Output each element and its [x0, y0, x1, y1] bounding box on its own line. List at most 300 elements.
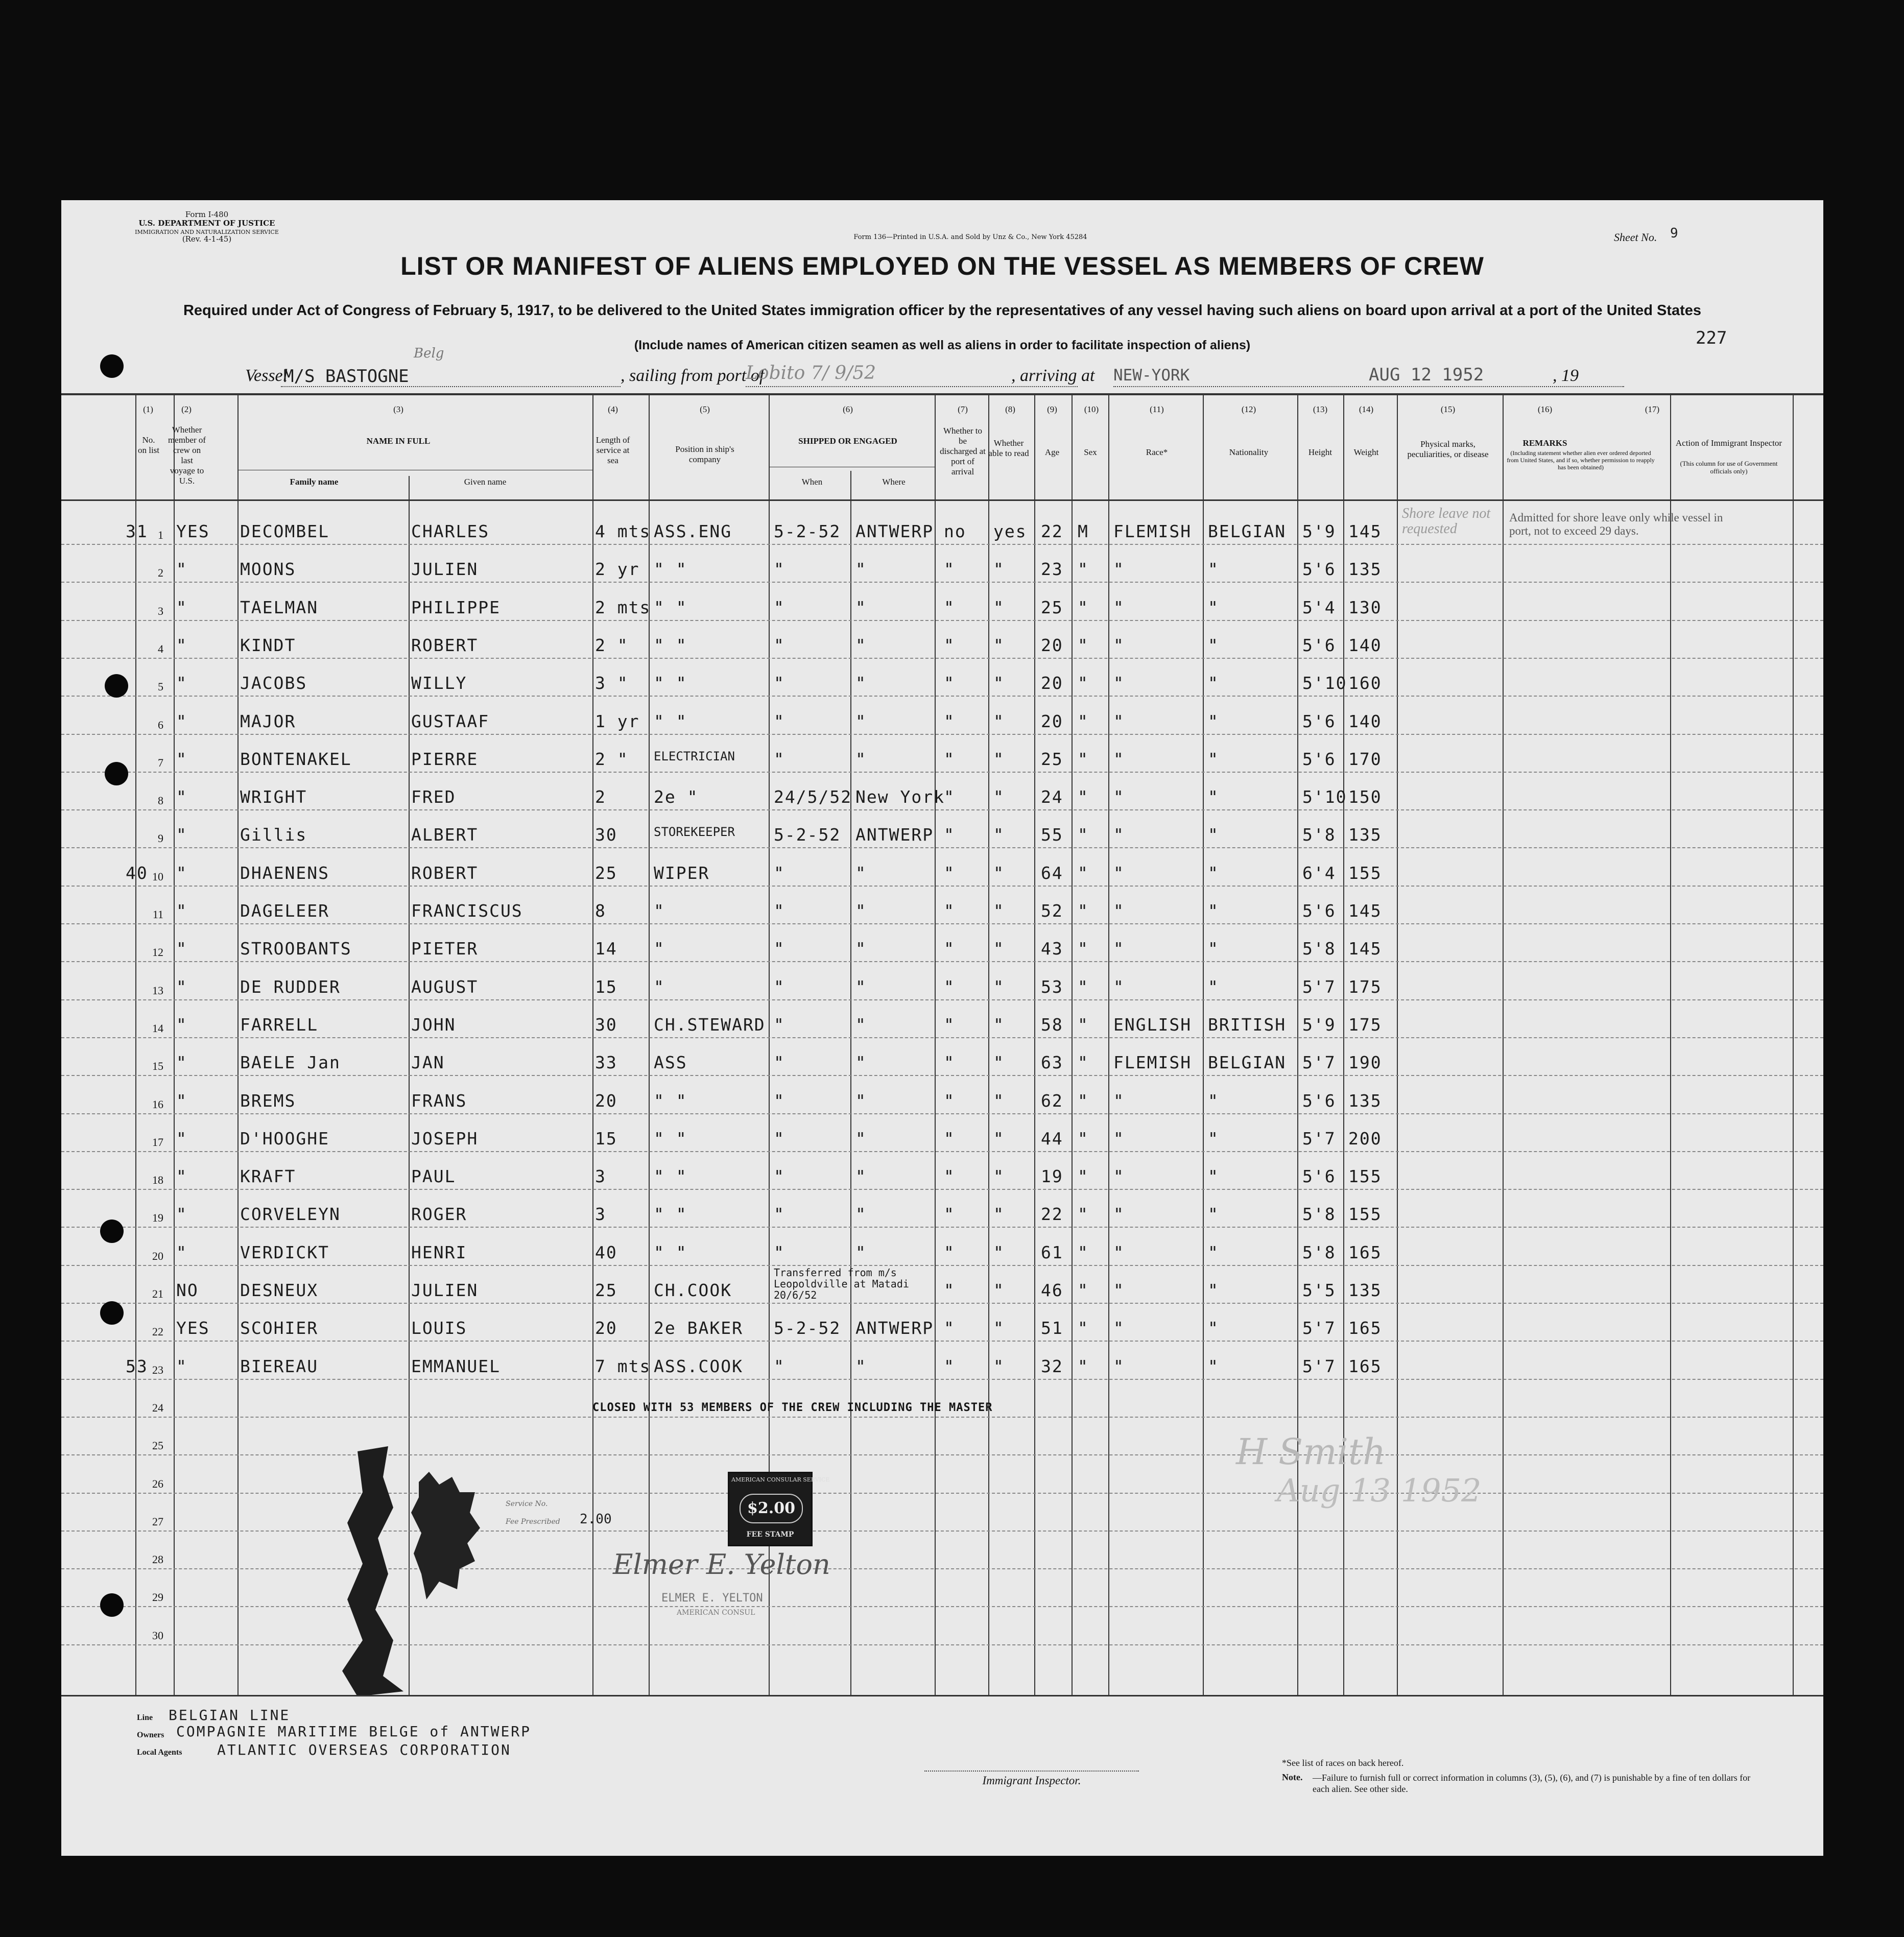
col-header-no: No. on list [137, 435, 160, 455]
given-name: CHARLES [411, 521, 490, 541]
manifest-sheet [61, 200, 1823, 1856]
shipped-where: New York [855, 787, 945, 807]
binder-hole [105, 762, 128, 785]
row-rule [61, 1227, 1823, 1228]
age: 58 [1041, 1015, 1063, 1035]
col-num-4: (4) [608, 404, 618, 414]
line-number: 14 [152, 1022, 163, 1035]
row-rule [61, 1037, 1823, 1038]
shipped-where: " [855, 901, 867, 921]
age: 55 [1041, 825, 1063, 845]
weight: 165 [1348, 1242, 1382, 1262]
given-name: JULIEN [411, 1280, 479, 1300]
service-length: 1 yr [595, 711, 640, 731]
arriving-label: , arriving at [1011, 366, 1095, 385]
col-num-14: (14) [1359, 404, 1374, 414]
able-to-read: " [993, 1356, 1005, 1376]
row-no: 53 [126, 1356, 148, 1376]
col-num-1: (1) [143, 404, 153, 414]
line-number: 22 [152, 1325, 163, 1338]
shipped-where: " [855, 749, 867, 769]
race: " [1113, 1129, 1125, 1149]
position: WIPER [654, 863, 710, 883]
position: " " [654, 1204, 687, 1224]
agents-label: Local Agents [137, 1748, 182, 1757]
line-label: Line [137, 1713, 153, 1722]
column-rule [1072, 395, 1073, 1695]
able-to-read: " [993, 863, 1005, 883]
arriving-port: NEW-YORK [1113, 366, 1190, 385]
service: IMMIGRATION AND NATURALIZATION SERVICE [135, 229, 279, 235]
crew-flag: " [176, 1129, 187, 1149]
height: 5'9 [1302, 1015, 1336, 1035]
line-number: 25 [152, 1439, 163, 1452]
row-rule [61, 847, 1823, 848]
able-to-read: " [993, 977, 1005, 997]
sex: " [1078, 1053, 1089, 1072]
race: FLEMISH [1113, 1053, 1192, 1072]
position: CH.STEWARD [654, 1015, 766, 1035]
page-title: LIST OR MANIFEST OF ALIENS EMPLOYED ON THE VESSEL AS MEMBERS OF CREW [400, 252, 1484, 280]
position: ASS [654, 1053, 687, 1072]
weight: 130 [1348, 597, 1382, 617]
given-name: ROGER [411, 1204, 467, 1224]
column-rule [1793, 395, 1794, 1695]
age: 25 [1041, 597, 1063, 617]
height: 5'10 [1302, 673, 1347, 693]
col-num-13: (13) [1313, 404, 1328, 414]
row-rule [61, 961, 1823, 962]
shipped-when: " [774, 977, 785, 997]
owners-label: Owners [137, 1731, 164, 1739]
sex: " [1078, 939, 1089, 959]
column-rule [935, 395, 936, 1695]
age: 22 [1041, 521, 1063, 541]
shipped-where: " [855, 1356, 867, 1376]
discharged: " [944, 1015, 955, 1035]
row-rule [61, 1417, 1823, 1418]
age: 46 [1041, 1280, 1063, 1300]
shipped-when: " [774, 597, 785, 617]
weight: 135 [1348, 1091, 1382, 1111]
col-header-name: NAME IN FULL [366, 436, 431, 446]
race: " [1113, 673, 1125, 693]
race: " [1113, 977, 1125, 997]
crew-flag: " [176, 1242, 187, 1262]
discharged: " [944, 1242, 955, 1262]
given-name: JOHN [411, 1015, 456, 1035]
height: 5'8 [1302, 1242, 1336, 1262]
col-header-nationality: Nationality [1229, 447, 1269, 457]
given-name: ROBERT [411, 635, 479, 655]
col-header-position: Position in ship's company [675, 444, 734, 464]
height: 5'7 [1302, 1356, 1336, 1376]
position: " " [654, 1242, 687, 1262]
line-number: 9 [158, 832, 163, 845]
crew-flag: " [176, 901, 187, 921]
position: " " [654, 559, 687, 579]
position: 2e " [654, 787, 699, 807]
row-rule [61, 582, 1823, 583]
given-name: FRANCISCUS [411, 901, 523, 921]
row-no: 40 [126, 863, 148, 883]
discharged: " [944, 559, 955, 579]
position: ASS.COOK [654, 1356, 743, 1376]
line-number: 7 [158, 756, 163, 769]
family-name: STROOBANTS [240, 939, 352, 959]
height: 5'7 [1302, 1129, 1336, 1149]
sex: " [1078, 1166, 1089, 1186]
binder-hole [100, 1219, 124, 1243]
shipped-where: " [855, 1204, 867, 1224]
discharged: " [944, 673, 955, 693]
family-name: BIEREAU [240, 1356, 319, 1376]
given-name: GUSTAAF [411, 711, 490, 731]
age: 43 [1041, 939, 1063, 959]
race: " [1113, 1166, 1125, 1186]
age: 20 [1041, 711, 1063, 731]
sailing-port: Lobito 7/ 9/52 [746, 363, 876, 384]
discharged: " [944, 1280, 955, 1300]
able-to-read: " [993, 597, 1005, 617]
weight: 145 [1348, 939, 1382, 959]
given-name: PIETER [411, 939, 479, 959]
shipped-where: " [855, 1015, 867, 1035]
vessel-name: M/S BASTOGNE [283, 366, 409, 387]
line-number: 24 [152, 1401, 163, 1414]
line-number: 4 [158, 642, 163, 655]
given-name: JULIEN [411, 559, 479, 579]
weight: 145 [1348, 521, 1382, 541]
sex: " [1078, 863, 1089, 883]
sheet-label: Sheet No. [1614, 231, 1657, 244]
arrival-date: AUG 12 1952 [1369, 365, 1484, 385]
weight: 200 [1348, 1129, 1382, 1149]
weight: 135 [1348, 559, 1382, 579]
row-rule [61, 1265, 1823, 1266]
race: " [1113, 901, 1125, 921]
column-rule [988, 395, 989, 1695]
service-length: 8 [595, 901, 606, 921]
row-rule [61, 1341, 1823, 1342]
able-to-read: " [993, 901, 1005, 921]
able-to-read: " [993, 1242, 1005, 1262]
consul-signature: Elmer E. Yelton [613, 1548, 830, 1581]
service-length: 2 " [595, 749, 629, 769]
sex: " [1078, 787, 1089, 807]
able-to-read: " [993, 559, 1005, 579]
line-number: 16 [152, 1098, 163, 1111]
nationality: " [1208, 635, 1219, 655]
col-num-12: (12) [1241, 404, 1256, 414]
crew-flag: " [176, 635, 187, 655]
crew-flag: " [176, 1166, 187, 1186]
shipped-where: " [855, 559, 867, 579]
col-num-10: (10) [1084, 404, 1099, 414]
column-rule [1503, 395, 1504, 1695]
col-header-age: Age [1044, 447, 1060, 457]
row-rule [61, 1493, 1823, 1494]
row-rule [61, 1151, 1823, 1152]
inspector-initials: H Smith [1236, 1431, 1386, 1473]
height: 5'4 [1302, 597, 1336, 617]
col-header-discharged: Whether to be discharged at port of arrival [940, 426, 986, 476]
crew-flag: " [176, 977, 187, 997]
height: 5'9 [1302, 521, 1336, 541]
remarks: Admitted for shore leave only while vessel in port, not to exceed 29 days. [1509, 511, 1723, 537]
weight: 140 [1348, 711, 1382, 731]
binder-hole [105, 674, 128, 698]
col-header-crew: Whether member of crew on last voyage to U.S. [168, 425, 206, 486]
given-name: PHILIPPE [411, 597, 501, 617]
family-name: Gillis [240, 825, 307, 845]
line-number: 26 [152, 1477, 163, 1490]
crew-flag: " [176, 825, 187, 845]
shipped-where: ANTWERP [855, 521, 934, 541]
shipped-when: " [774, 711, 785, 731]
position: 2e BAKER [654, 1318, 743, 1338]
line-number: 17 [152, 1136, 163, 1149]
able-to-read: " [993, 711, 1005, 731]
service-length: 40 [595, 1242, 617, 1262]
weight: 140 [1348, 635, 1382, 655]
age: 32 [1041, 1356, 1063, 1376]
age: 63 [1041, 1053, 1063, 1072]
nationality: " [1208, 901, 1219, 921]
race: " [1113, 749, 1125, 769]
nationality: " [1208, 749, 1219, 769]
fee-prescribed-label: Fee Prescribed [506, 1518, 560, 1526]
page-number: 227 [1696, 328, 1727, 348]
family-name: WRIGHT [240, 787, 307, 807]
race: " [1113, 1280, 1125, 1300]
shipped-where: " [855, 1053, 867, 1072]
given-name: FRED [411, 787, 456, 807]
sex: " [1078, 749, 1089, 769]
given-name: AUGUST [411, 977, 479, 997]
col-header-action: Action of Immigrant Inspector [1675, 438, 1782, 448]
age: 19 [1041, 1166, 1063, 1186]
age: 20 [1041, 635, 1063, 655]
crew-flag: YES [176, 1318, 210, 1338]
embossed-seal [409, 1472, 480, 1599]
row-rule [61, 1454, 1823, 1455]
requirement-text: Required under Act of Congress of February 5, 1917, to be delivered to the United States immigration officer by the representatives of any vessel having such aliens on board upon arrival at a port of the United States [183, 302, 1702, 319]
col-header-read: Whether able to read [988, 438, 1029, 458]
discharged: " [944, 1356, 955, 1376]
shipped-where: " [855, 1242, 867, 1262]
column-rule [135, 395, 136, 1695]
height: 5'6 [1302, 1091, 1336, 1111]
col-header-remarks-note: (Including statement whether alien ever ordered deported from United States, and if so, whether permission to reapply has been obtained) [1507, 449, 1655, 471]
row-rule [61, 544, 1823, 545]
given-name: WILLY [411, 673, 467, 693]
shipped-when: " [774, 749, 785, 769]
vessel-label: Vessel [245, 366, 288, 385]
sex: " [1078, 559, 1089, 579]
height: 5'6 [1302, 635, 1336, 655]
row-rule [61, 734, 1823, 735]
fee-stamp-header: AMERICAN CONSULAR SERVICE [731, 1476, 830, 1483]
row-rule [61, 1075, 1823, 1076]
race: FLEMISH [1113, 521, 1192, 541]
crew-flag: " [176, 1015, 187, 1035]
position: STOREKEEPER [654, 825, 735, 839]
family-name: DESNEUX [240, 1280, 319, 1300]
physical-marks: Shore leave not requested [1402, 506, 1491, 537]
crew-flag: " [176, 711, 187, 731]
family-name: BAELE Jan [240, 1053, 341, 1072]
family-name: DHAENENS [240, 863, 329, 883]
height: 5'10 [1302, 787, 1347, 807]
line-number: 21 [152, 1287, 163, 1300]
service-length: 2 yr [595, 559, 640, 579]
agents-value: ATLANTIC OVERSEAS CORPORATION [217, 1741, 511, 1758]
line-number: 5 [158, 680, 163, 693]
col-num-9: (9) [1047, 404, 1057, 414]
row-no: 31 [126, 521, 148, 541]
line-number: 13 [152, 984, 163, 997]
position: " " [654, 1091, 687, 1111]
col-header-service: Length of service at sea [596, 435, 630, 465]
col-header-race: Race* [1146, 447, 1168, 457]
nationality: " [1208, 1129, 1219, 1149]
family-name: DECOMBEL [240, 521, 329, 541]
note-label: Note. [1282, 1772, 1303, 1782]
race: " [1113, 597, 1125, 617]
weight: 175 [1348, 1015, 1382, 1035]
service-length: 30 [595, 825, 617, 845]
height: 5'8 [1302, 825, 1336, 845]
line-number: 2 [158, 566, 163, 579]
col-header-height: Height [1308, 447, 1332, 457]
col-num-3: (3) [393, 404, 403, 414]
position: " " [654, 1166, 687, 1186]
consul-title: AMERICAN CONSUL [677, 1609, 755, 1617]
sex: " [1078, 1204, 1089, 1224]
crew-flag: " [176, 673, 187, 693]
shipped-when: " [774, 1204, 785, 1224]
crew-flag: NO [176, 1280, 199, 1300]
row-rule [61, 1189, 1823, 1190]
col-header-where: Where [882, 477, 906, 487]
row-rule [61, 772, 1823, 773]
nationality: " [1208, 1318, 1219, 1338]
fee-stamp-label: FEE STAMP [746, 1531, 794, 1539]
col-num-17: (17) [1645, 404, 1660, 414]
able-to-read: " [993, 1091, 1005, 1111]
shipped-where: " [855, 673, 867, 693]
crew-flag: " [176, 597, 187, 617]
discharged: " [944, 1204, 955, 1224]
position: CH.COOK [654, 1280, 732, 1300]
crew-flag: " [176, 749, 187, 769]
family-name: JACOBS [240, 673, 307, 693]
nationality: " [1208, 1242, 1219, 1262]
discharged: " [944, 711, 955, 731]
family-name: BREMS [240, 1091, 296, 1111]
discharged: " [944, 787, 955, 807]
shipped-when: " [774, 1242, 785, 1262]
row-rule [61, 886, 1823, 887]
fee-prescribed-value: 2.00 [580, 1512, 612, 1527]
shipped-where: " [855, 1166, 867, 1186]
discharged: " [944, 1166, 955, 1186]
weight: 155 [1348, 863, 1382, 883]
position: " " [654, 635, 687, 655]
line-number: 6 [158, 719, 163, 731]
shipped-when: 24/5/52 [774, 787, 852, 807]
service-length: 25 [595, 1280, 617, 1300]
crew-flag: " [176, 1356, 187, 1376]
line-number: 10 [152, 870, 163, 883]
service-length: 2 [595, 787, 606, 807]
position: " [654, 939, 665, 959]
discharged: " [944, 825, 955, 845]
able-to-read: " [993, 1166, 1005, 1186]
position: " " [654, 1129, 687, 1149]
column-rule [1670, 395, 1671, 1695]
nationality: BELGIAN [1208, 521, 1287, 541]
nationality: " [1208, 597, 1219, 617]
race: " [1113, 1204, 1125, 1224]
discharged: " [944, 749, 955, 769]
binder-hole [100, 354, 124, 378]
shipped-when: " [774, 1053, 785, 1072]
able-to-read: " [993, 1015, 1005, 1035]
row-rule [61, 999, 1823, 1000]
col-header-action-note: (This column for use of Government officials only) [1680, 460, 1778, 475]
service-length: 2 mts [595, 597, 651, 617]
service-length: 33 [595, 1053, 617, 1072]
sex: " [1078, 1091, 1089, 1111]
able-to-read: yes [993, 521, 1027, 541]
race: " [1113, 787, 1125, 807]
able-to-read: " [993, 1129, 1005, 1149]
able-to-read: " [993, 787, 1005, 807]
discharged: no [944, 521, 966, 541]
shipped-when: " [774, 1015, 785, 1035]
row-rule [61, 1568, 1823, 1569]
col-num-11: (11) [1150, 404, 1164, 414]
sex: " [1078, 977, 1089, 997]
given-name: JAN [411, 1053, 445, 1072]
ribbon-seal [327, 1446, 419, 1696]
col-num-16: (16) [1537, 404, 1553, 414]
row-rule [61, 1379, 1823, 1380]
column-rule [1203, 395, 1204, 1695]
shipped-when: " [774, 559, 785, 579]
inspector-signature-label: Immigrant Inspector. [982, 1774, 1081, 1787]
height: 5'6 [1302, 1166, 1336, 1186]
position: " [654, 977, 665, 997]
family-name: FARRELL [240, 1015, 319, 1035]
family-name: TAELMAN [240, 597, 319, 617]
crew-flag: " [176, 787, 187, 807]
family-name: BONTENAKEL [240, 749, 352, 769]
note-text: —Failure to furnish full or correct information in columns (3), (5), (6), and (7) is punishable by a fine of ten dollars for each alien. See other side. [1313, 1773, 1751, 1794]
line-number: 11 [152, 908, 163, 921]
race: " [1113, 939, 1125, 959]
sex: " [1078, 1356, 1089, 1376]
service-length: 7 mts [595, 1356, 651, 1376]
position: " " [654, 673, 687, 693]
discharged: " [944, 863, 955, 883]
line-number: 12 [152, 946, 163, 959]
nationality: BELGIAN [1208, 1053, 1287, 1072]
line-number: 18 [152, 1174, 163, 1186]
age: 52 [1041, 901, 1063, 921]
